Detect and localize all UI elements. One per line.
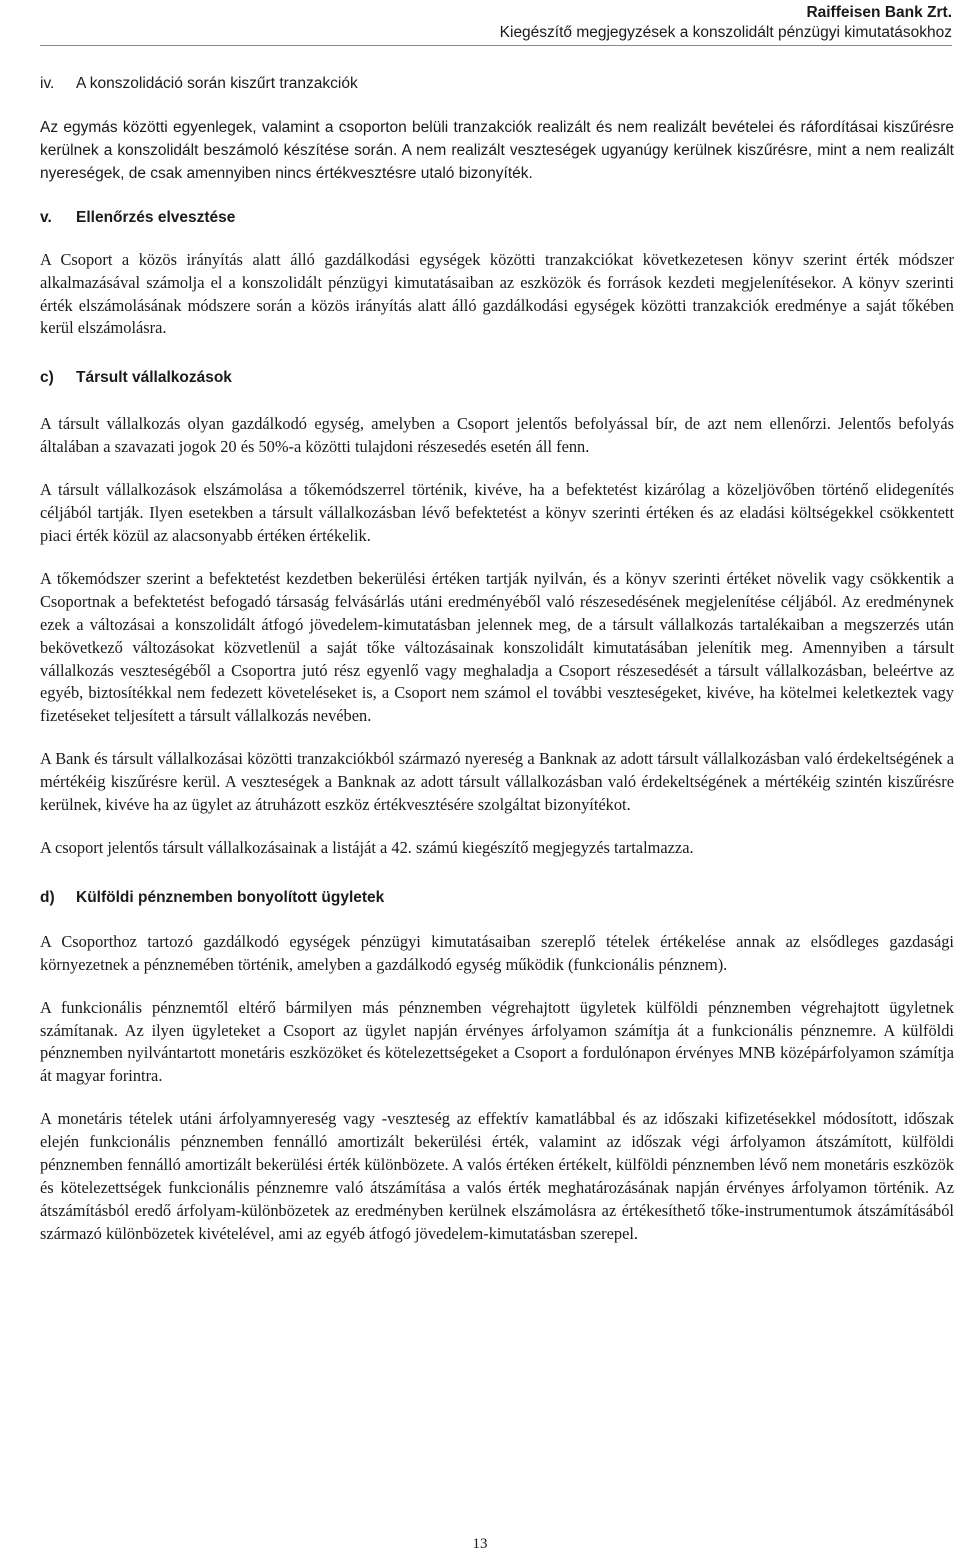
section-d-heading [40,886,954,910]
section-iv-heading [40,72,954,96]
section-c-paragraph-3: A tőkemódszer szerint a befektetést kezdetben bekerülési értéken tartják nyilván, és a könyv szerinti értéket növelik vagy csökkentik a Csoportnak a befektetést befogadó társaság felvásárlás utáni eredményéből való részesedésének megjelenítése céljából. Az eredménynek ezek a változásai a konszolidált átfogó jövedelem-kimutatásban jelennek meg, de a társult vállalkozás tartalékaiban a megszerzés után bekövetkező változásokat közvetlenül a saját tőke változásainak konszolidált kimutatásában jelenítik meg. Amennyiben a társult vállalkozás veszteségéből a Csoportra jutó rész egyenlő vagy meghaladja a Csoport részesedését a társult vállalkozásban, beleértve az egyéb, biztosítékkal nem fedezett követeléseket is, a Csoport nem számol el további veszteségeket, kivéve, ha kötelmei keletkeztek vagy fizetéseket teljesített a társult vállalkozás nevében. [40,568,954,726]
section-v-title: Ellenőrzés elvesztése [76,208,236,226]
section-v-paragraph-1: A Csoport a közös irányítás alatt álló gazdálkodási egységek közötti tranzakciókat következetesen könyv szerint érték módszer alkalmazásával számolja el a konszolidált pénzügyi kimutatásaiban az eszközök és források kezdeti megjelenítésekor. A könyv szerinti érték elszámolásának módszere során a közös irányítás alatt álló gazdálkodási egységek közötti tranzakciók eredménye a saját tőkében kerül elszámolásra. [40,249,954,338]
section-c-heading [40,366,954,390]
section-c-paragraph-1: A társult vállalkozás olyan gazdálkodó egység, amelyben a Csoport jelentős befolyással bír, de azt nem ellenőrzi. Jelentős befolyás általában a szavazati jogok 20 és 50%-a közötti tulajdoni részesedés esetén áll fenn. [40,414,954,457]
bank-name: Raiffeisen Bank Zrt. [806,4,952,21]
page-number: 13 [472,1536,488,1552]
section-c-title: Társult vállalkozások [76,369,232,387]
section-c-paragraph-2: A társult vállalkozások elszámolása a tőkemódszerrel történik, kivéve, ha a befektetést kizárólag a közeljövőben történő elidegenítés céljából tartják. Ilyen esetekben a társult vállalkozásban lévő befektetést a könyv szerinti értéken és az eladási költségekkel csökkentett piaci érték közül az alacsonyabb értéken értékelik. [40,480,954,545]
section-iv-title: A konszolidáció során kiszűrt tranzakciók [76,75,358,92]
section-iv-number: iv. [40,75,55,92]
section-d-number: d) [40,888,55,906]
header-rule [40,45,952,46]
section-v-number: v. [40,208,52,226]
section-d-paragraph-3: A monetáris tételek utáni árfolyamnyereség vagy -veszteség az effektív kamatlábbal és az időszaki kifizetésekkel módosított, időszak elején funkcionális pénznemben fennálló amortizált bekerülési érték, valamint az időszak végi árfolyamon átszámított, külföldi pénznemben fennálló amortizált bekerülési érték különbözete. A valós értéken értékelt, külföldi pénznemben lévő nem monetáris eszközök és kötelezettségek funkcionális pénznemre való átszámítása a valós érték meghatározásának napján érvényes árfolyamon történik. Az átszámításból eredő árfolyam-különbözetek az eredményben kerülnek elszámolásra az értékesíthető tőke-instrumentumok átszámításából származó különbözetek kivételével, ami az egyéb átfogó jövedelem-kimutatásban szerepel. [40,1109,954,1243]
section-c-paragraph-5: A csoport jelentős társult vállalkozásainak a listáját a 42. számú kiegészítő megjegyzés tartalmazza. [40,837,694,857]
section-iv-paragraph-1: Az egymás közötti egyenlegek, valamint a csoporton belüli tranzakciók realizált és nem realizált bevételei és ráfordításai kiszűrésre kerülnek a konszolidált beszámoló készítése során. A nem realizált veszteségek ugyanúgy kerülnek kiszűrésre, mint a nem realizált nyereségek, de csak amennyiben nincs értékvesztésre utaló bizonyíték. [40,119,954,182]
section-v-heading [40,206,954,230]
page-content [40,72,954,1246]
section-c-paragraph-4: A Bank és társult vállalkozásai közötti tranzakciókból származó nyereség a Banknak az adott társult vállalkozásban való érdekeltségének a mértékéig kiszűrésre kerül. A veszteségek a Banknak az adott társult vállalkozásban való érdekeltségének a mértékéig szintén kiszűrésre kerülnek, kivéve ha az ügylet az átruházott eszköz értékvesztésére szolgáltat bizonyítékot. [40,749,954,815]
section-d-paragraph-2: A funkcionális pénznemtől eltérő bármilyen más pénznemben végrehajtott ügyletek külföldi pénznemben végrehajtott ügyletnek számítanak. Az ilyen ügyleteket a Csoport az ügylet napján érvényes árfolyamon számítja át a funkcionális pénznemre. A külföldi pénznemben nyilvántartott monetáris eszközöket és kötelezettségeket a Csoport a fordulónapon érvényes MNB középárfolyamon számítja át magyar forintra. [40,997,954,1086]
document-subtitle: Kiegészítő megjegyzések a konszolidált pénzügyi kimutatásokhoz [499,24,952,41]
page-header [500,3,952,43]
section-c-number: c) [40,369,54,387]
section-d-title: Külföldi pénznemben bonyolított ügyletek [76,888,385,906]
section-d-paragraph-1: A Csoporthoz tartozó gazdálkodó egységek pénzügyi kimutatásaiban szereplő tételek értékelése annak az elsődleges gazdasági környezetnek a pénznemében történik, amelyben a gazdálkodó egység működik (funkcionális pénznem). [40,931,954,974]
